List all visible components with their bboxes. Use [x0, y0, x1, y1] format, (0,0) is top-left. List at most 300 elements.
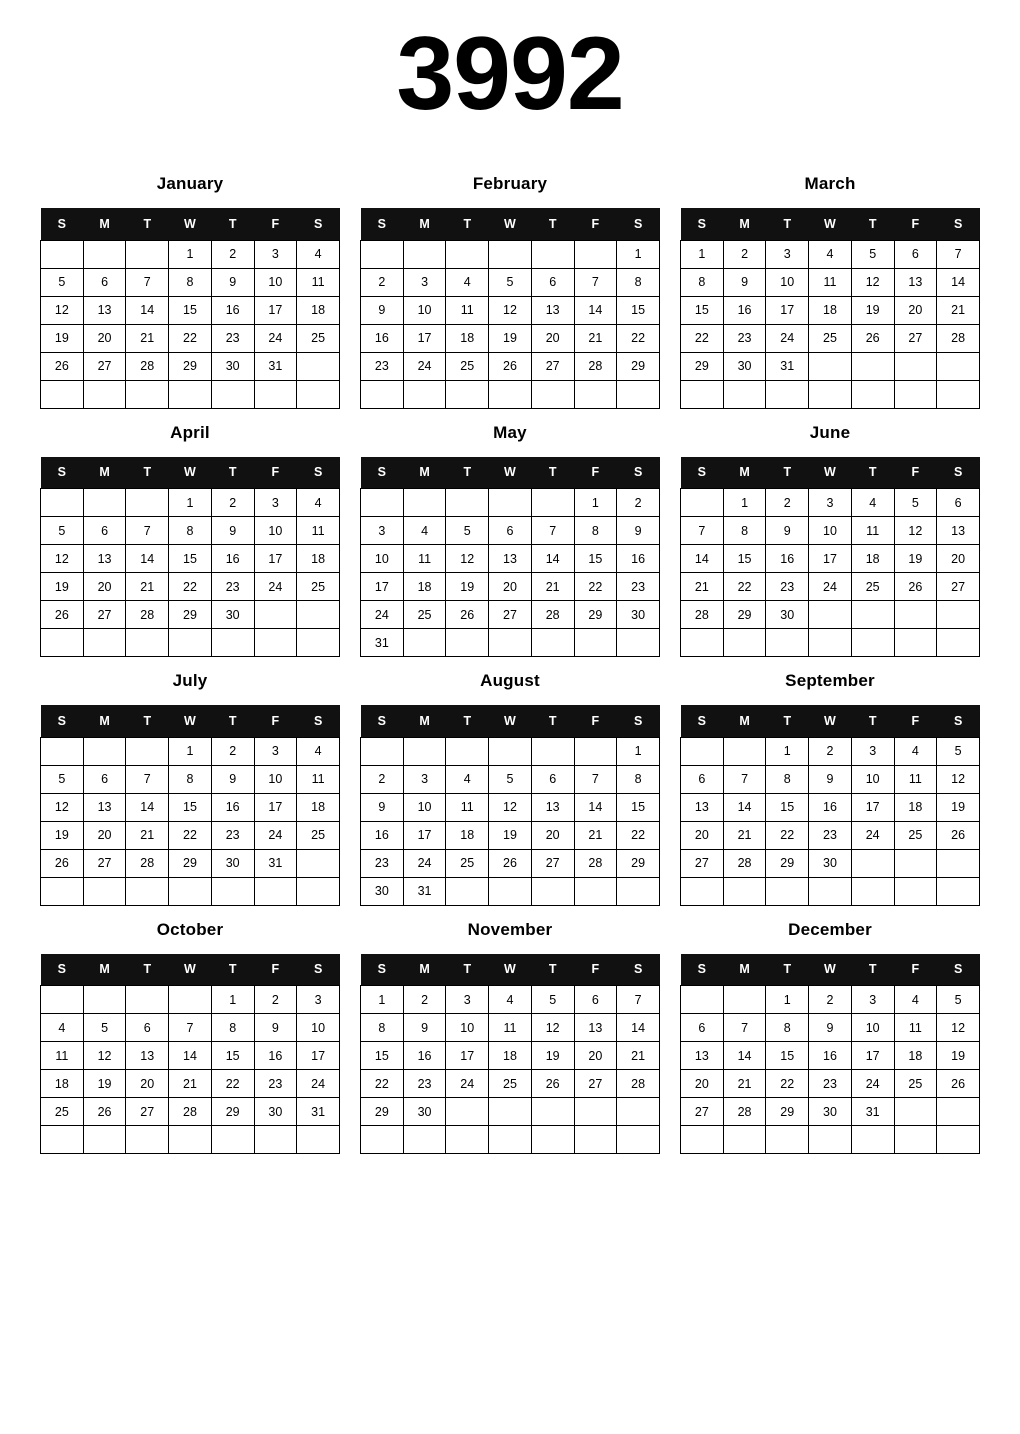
day-cell[interactable]: 25: [851, 573, 894, 601]
day-cell[interactable]: 10: [809, 517, 852, 545]
day-cell[interactable]: 30: [617, 601, 660, 629]
day-cell[interactable]: 4: [851, 489, 894, 517]
day-cell[interactable]: 9: [403, 1014, 446, 1042]
day-cell[interactable]: 20: [531, 324, 574, 352]
day-cell[interactable]: 17: [297, 1042, 340, 1070]
day-cell[interactable]: 12: [894, 517, 937, 545]
day-cell[interactable]: 3: [446, 986, 489, 1014]
day-cell[interactable]: 13: [83, 793, 126, 821]
day-cell[interactable]: 15: [574, 545, 617, 573]
day-cell[interactable]: 18: [41, 1070, 84, 1098]
day-cell[interactable]: 4: [894, 737, 937, 765]
day-cell[interactable]: 6: [489, 517, 532, 545]
day-cell[interactable]: 25: [41, 1098, 84, 1126]
day-cell[interactable]: 31: [254, 352, 297, 380]
day-cell[interactable]: 10: [403, 793, 446, 821]
day-cell[interactable]: 9: [766, 517, 809, 545]
day-cell[interactable]: 20: [489, 573, 532, 601]
day-cell[interactable]: 13: [574, 1014, 617, 1042]
day-cell[interactable]: 27: [681, 1098, 724, 1126]
day-cell[interactable]: 16: [211, 296, 254, 324]
day-cell[interactable]: 23: [211, 573, 254, 601]
day-cell[interactable]: 29: [574, 601, 617, 629]
day-cell[interactable]: 17: [254, 793, 297, 821]
day-cell[interactable]: 2: [254, 986, 297, 1014]
day-cell[interactable]: 17: [361, 573, 404, 601]
day-cell[interactable]: 30: [211, 849, 254, 877]
day-cell[interactable]: 19: [851, 296, 894, 324]
day-cell[interactable]: 8: [681, 268, 724, 296]
day-cell[interactable]: 8: [169, 517, 212, 545]
day-cell[interactable]: 15: [211, 1042, 254, 1070]
day-cell[interactable]: 15: [169, 545, 212, 573]
day-cell[interactable]: 10: [297, 1014, 340, 1042]
day-cell[interactable]: 2: [211, 240, 254, 268]
day-cell[interactable]: 5: [489, 268, 532, 296]
day-cell[interactable]: 26: [41, 849, 84, 877]
day-cell[interactable]: 16: [211, 793, 254, 821]
day-cell[interactable]: 1: [617, 737, 660, 765]
day-cell[interactable]: 19: [41, 821, 84, 849]
day-cell[interactable]: 4: [446, 268, 489, 296]
day-cell[interactable]: 26: [41, 352, 84, 380]
day-cell[interactable]: 19: [937, 1042, 980, 1070]
day-cell[interactable]: 13: [681, 1042, 724, 1070]
day-cell[interactable]: 25: [403, 601, 446, 629]
day-cell[interactable]: 16: [809, 1042, 852, 1070]
day-cell[interactable]: 24: [851, 1070, 894, 1098]
day-cell[interactable]: 4: [297, 737, 340, 765]
day-cell[interactable]: 29: [169, 352, 212, 380]
day-cell[interactable]: 11: [403, 545, 446, 573]
day-cell[interactable]: 8: [169, 765, 212, 793]
day-cell[interactable]: 21: [126, 573, 169, 601]
day-cell[interactable]: 2: [211, 737, 254, 765]
day-cell[interactable]: 7: [126, 268, 169, 296]
day-cell[interactable]: 11: [446, 296, 489, 324]
day-cell[interactable]: 29: [766, 1098, 809, 1126]
day-cell[interactable]: 4: [297, 240, 340, 268]
day-cell[interactable]: 9: [211, 765, 254, 793]
day-cell[interactable]: 7: [126, 517, 169, 545]
day-cell[interactable]: 24: [254, 324, 297, 352]
day-cell[interactable]: 23: [403, 1070, 446, 1098]
day-cell[interactable]: 30: [211, 601, 254, 629]
day-cell[interactable]: 17: [403, 324, 446, 352]
day-cell[interactable]: 26: [531, 1070, 574, 1098]
day-cell[interactable]: 28: [574, 849, 617, 877]
day-cell[interactable]: 25: [489, 1070, 532, 1098]
day-cell[interactable]: 12: [937, 1014, 980, 1042]
day-cell[interactable]: 26: [489, 849, 532, 877]
day-cell[interactable]: 27: [83, 601, 126, 629]
day-cell[interactable]: 25: [809, 324, 852, 352]
day-cell[interactable]: 29: [723, 601, 766, 629]
day-cell[interactable]: 8: [361, 1014, 404, 1042]
day-cell[interactable]: 4: [489, 986, 532, 1014]
day-cell[interactable]: 14: [169, 1042, 212, 1070]
day-cell[interactable]: 12: [83, 1042, 126, 1070]
day-cell[interactable]: 26: [489, 352, 532, 380]
day-cell[interactable]: 15: [766, 1042, 809, 1070]
day-cell[interactable]: 24: [446, 1070, 489, 1098]
day-cell[interactable]: 22: [681, 324, 724, 352]
day-cell[interactable]: 14: [723, 793, 766, 821]
day-cell[interactable]: 18: [297, 296, 340, 324]
day-cell[interactable]: 2: [809, 986, 852, 1014]
day-cell[interactable]: 10: [254, 765, 297, 793]
day-cell[interactable]: 22: [361, 1070, 404, 1098]
day-cell[interactable]: 30: [766, 601, 809, 629]
day-cell[interactable]: 9: [254, 1014, 297, 1042]
day-cell[interactable]: 18: [446, 324, 489, 352]
day-cell[interactable]: 7: [169, 1014, 212, 1042]
day-cell[interactable]: 5: [894, 489, 937, 517]
day-cell[interactable]: 3: [851, 986, 894, 1014]
day-cell[interactable]: 6: [83, 765, 126, 793]
day-cell[interactable]: 20: [83, 573, 126, 601]
day-cell[interactable]: 11: [41, 1042, 84, 1070]
day-cell[interactable]: 16: [361, 821, 404, 849]
day-cell[interactable]: 1: [169, 240, 212, 268]
day-cell[interactable]: 3: [766, 240, 809, 268]
day-cell[interactable]: 18: [489, 1042, 532, 1070]
day-cell[interactable]: 18: [446, 821, 489, 849]
day-cell[interactable]: 30: [403, 1098, 446, 1126]
day-cell[interactable]: 21: [531, 573, 574, 601]
day-cell[interactable]: 22: [723, 573, 766, 601]
day-cell[interactable]: 15: [169, 296, 212, 324]
day-cell[interactable]: 10: [766, 268, 809, 296]
day-cell[interactable]: 13: [489, 545, 532, 573]
day-cell[interactable]: 1: [681, 240, 724, 268]
day-cell[interactable]: 29: [169, 849, 212, 877]
day-cell[interactable]: 24: [403, 849, 446, 877]
day-cell[interactable]: 18: [297, 545, 340, 573]
day-cell[interactable]: 10: [851, 765, 894, 793]
day-cell[interactable]: 11: [809, 268, 852, 296]
day-cell[interactable]: 5: [446, 517, 489, 545]
day-cell[interactable]: 22: [574, 573, 617, 601]
day-cell[interactable]: 20: [83, 821, 126, 849]
day-cell[interactable]: 14: [574, 793, 617, 821]
day-cell[interactable]: 25: [297, 821, 340, 849]
day-cell[interactable]: 27: [83, 352, 126, 380]
day-cell[interactable]: 20: [681, 821, 724, 849]
day-cell[interactable]: 29: [617, 849, 660, 877]
day-cell[interactable]: 18: [894, 1042, 937, 1070]
day-cell[interactable]: 21: [937, 296, 980, 324]
day-cell[interactable]: 11: [297, 517, 340, 545]
day-cell[interactable]: 18: [809, 296, 852, 324]
day-cell[interactable]: 21: [723, 1070, 766, 1098]
day-cell[interactable]: 23: [211, 821, 254, 849]
day-cell[interactable]: 11: [297, 268, 340, 296]
day-cell[interactable]: 10: [254, 517, 297, 545]
day-cell[interactable]: 11: [297, 765, 340, 793]
day-cell[interactable]: 5: [41, 268, 84, 296]
day-cell[interactable]: 31: [403, 877, 446, 905]
day-cell[interactable]: 3: [403, 268, 446, 296]
day-cell[interactable]: 28: [574, 352, 617, 380]
day-cell[interactable]: 8: [211, 1014, 254, 1042]
day-cell[interactable]: 25: [446, 352, 489, 380]
day-cell[interactable]: 7: [723, 765, 766, 793]
day-cell[interactable]: 11: [894, 765, 937, 793]
day-cell[interactable]: 15: [681, 296, 724, 324]
day-cell[interactable]: 6: [574, 986, 617, 1014]
day-cell[interactable]: 22: [211, 1070, 254, 1098]
day-cell[interactable]: 31: [361, 629, 404, 657]
day-cell[interactable]: 22: [766, 821, 809, 849]
day-cell[interactable]: 1: [169, 489, 212, 517]
day-cell[interactable]: 12: [489, 793, 532, 821]
day-cell[interactable]: 17: [766, 296, 809, 324]
day-cell[interactable]: 24: [361, 601, 404, 629]
day-cell[interactable]: 9: [361, 793, 404, 821]
day-cell[interactable]: 17: [446, 1042, 489, 1070]
day-cell[interactable]: 16: [723, 296, 766, 324]
day-cell[interactable]: 23: [617, 573, 660, 601]
day-cell[interactable]: 31: [766, 352, 809, 380]
day-cell[interactable]: 20: [681, 1070, 724, 1098]
day-cell[interactable]: 12: [446, 545, 489, 573]
day-cell[interactable]: 29: [361, 1098, 404, 1126]
day-cell[interactable]: 6: [83, 517, 126, 545]
day-cell[interactable]: 16: [403, 1042, 446, 1070]
day-cell[interactable]: 16: [809, 793, 852, 821]
day-cell[interactable]: 1: [617, 240, 660, 268]
day-cell[interactable]: 6: [937, 489, 980, 517]
day-cell[interactable]: 9: [809, 1014, 852, 1042]
day-cell[interactable]: 5: [489, 765, 532, 793]
day-cell[interactable]: 7: [574, 268, 617, 296]
day-cell[interactable]: 2: [361, 765, 404, 793]
day-cell[interactable]: 4: [41, 1014, 84, 1042]
day-cell[interactable]: 3: [254, 737, 297, 765]
day-cell[interactable]: 26: [41, 601, 84, 629]
day-cell[interactable]: 3: [297, 986, 340, 1014]
day-cell[interactable]: 14: [723, 1042, 766, 1070]
day-cell[interactable]: 29: [681, 352, 724, 380]
day-cell[interactable]: 2: [361, 268, 404, 296]
day-cell[interactable]: 7: [723, 1014, 766, 1042]
day-cell[interactable]: 20: [937, 545, 980, 573]
day-cell[interactable]: 21: [617, 1042, 660, 1070]
day-cell[interactable]: 21: [169, 1070, 212, 1098]
day-cell[interactable]: 1: [723, 489, 766, 517]
day-cell[interactable]: 9: [211, 268, 254, 296]
day-cell[interactable]: 23: [809, 821, 852, 849]
day-cell[interactable]: 26: [446, 601, 489, 629]
day-cell[interactable]: 17: [254, 296, 297, 324]
day-cell[interactable]: 17: [851, 1042, 894, 1070]
day-cell[interactable]: 16: [361, 324, 404, 352]
day-cell[interactable]: 6: [126, 1014, 169, 1042]
day-cell[interactable]: 27: [531, 352, 574, 380]
day-cell[interactable]: 28: [126, 849, 169, 877]
day-cell[interactable]: 19: [531, 1042, 574, 1070]
day-cell[interactable]: 10: [361, 545, 404, 573]
day-cell[interactable]: 16: [617, 545, 660, 573]
day-cell[interactable]: 29: [211, 1098, 254, 1126]
day-cell[interactable]: 5: [531, 986, 574, 1014]
day-cell[interactable]: 12: [41, 545, 84, 573]
day-cell[interactable]: 23: [361, 352, 404, 380]
day-cell[interactable]: 28: [723, 849, 766, 877]
day-cell[interactable]: 1: [574, 489, 617, 517]
day-cell[interactable]: 8: [169, 268, 212, 296]
day-cell[interactable]: 4: [809, 240, 852, 268]
day-cell[interactable]: 4: [403, 517, 446, 545]
day-cell[interactable]: 5: [851, 240, 894, 268]
day-cell[interactable]: 24: [297, 1070, 340, 1098]
day-cell[interactable]: 27: [574, 1070, 617, 1098]
day-cell[interactable]: 12: [41, 793, 84, 821]
day-cell[interactable]: 30: [723, 352, 766, 380]
day-cell[interactable]: 24: [254, 821, 297, 849]
day-cell[interactable]: 19: [937, 793, 980, 821]
day-cell[interactable]: 14: [126, 296, 169, 324]
day-cell[interactable]: 26: [894, 573, 937, 601]
day-cell[interactable]: 20: [126, 1070, 169, 1098]
day-cell[interactable]: 14: [126, 545, 169, 573]
day-cell[interactable]: 2: [766, 489, 809, 517]
day-cell[interactable]: 2: [809, 737, 852, 765]
day-cell[interactable]: 5: [41, 765, 84, 793]
day-cell[interactable]: 21: [574, 821, 617, 849]
day-cell[interactable]: 12: [41, 296, 84, 324]
day-cell[interactable]: 25: [297, 573, 340, 601]
day-cell[interactable]: 25: [446, 849, 489, 877]
day-cell[interactable]: 25: [297, 324, 340, 352]
day-cell[interactable]: 31: [254, 849, 297, 877]
day-cell[interactable]: 9: [809, 765, 852, 793]
day-cell[interactable]: 26: [83, 1098, 126, 1126]
day-cell[interactable]: 6: [681, 1014, 724, 1042]
day-cell[interactable]: 30: [211, 352, 254, 380]
day-cell[interactable]: 15: [361, 1042, 404, 1070]
day-cell[interactable]: 22: [617, 821, 660, 849]
day-cell[interactable]: 8: [766, 765, 809, 793]
day-cell[interactable]: 7: [574, 765, 617, 793]
day-cell[interactable]: 27: [126, 1098, 169, 1126]
day-cell[interactable]: 27: [531, 849, 574, 877]
day-cell[interactable]: 14: [574, 296, 617, 324]
day-cell[interactable]: 23: [361, 849, 404, 877]
day-cell[interactable]: 28: [126, 601, 169, 629]
day-cell[interactable]: 21: [126, 821, 169, 849]
day-cell[interactable]: 9: [723, 268, 766, 296]
day-cell[interactable]: 7: [937, 240, 980, 268]
day-cell[interactable]: 17: [254, 545, 297, 573]
day-cell[interactable]: 6: [531, 268, 574, 296]
day-cell[interactable]: 29: [766, 849, 809, 877]
day-cell[interactable]: 13: [937, 517, 980, 545]
day-cell[interactable]: 22: [169, 573, 212, 601]
day-cell[interactable]: 30: [254, 1098, 297, 1126]
day-cell[interactable]: 6: [894, 240, 937, 268]
day-cell[interactable]: 8: [617, 268, 660, 296]
day-cell[interactable]: 19: [83, 1070, 126, 1098]
day-cell[interactable]: 3: [851, 737, 894, 765]
day-cell[interactable]: 17: [809, 545, 852, 573]
day-cell[interactable]: 19: [489, 324, 532, 352]
day-cell[interactable]: 23: [723, 324, 766, 352]
day-cell[interactable]: 14: [126, 793, 169, 821]
day-cell[interactable]: 8: [574, 517, 617, 545]
day-cell[interactable]: 13: [83, 296, 126, 324]
day-cell[interactable]: 10: [254, 268, 297, 296]
day-cell[interactable]: 3: [809, 489, 852, 517]
day-cell[interactable]: 24: [851, 821, 894, 849]
day-cell[interactable]: 8: [723, 517, 766, 545]
day-cell[interactable]: 20: [531, 821, 574, 849]
day-cell[interactable]: 28: [681, 601, 724, 629]
day-cell[interactable]: 28: [937, 324, 980, 352]
day-cell[interactable]: 28: [126, 352, 169, 380]
day-cell[interactable]: 3: [361, 517, 404, 545]
day-cell[interactable]: 4: [446, 765, 489, 793]
day-cell[interactable]: 16: [766, 545, 809, 573]
day-cell[interactable]: 3: [254, 240, 297, 268]
day-cell[interactable]: 6: [83, 268, 126, 296]
day-cell[interactable]: 6: [681, 765, 724, 793]
day-cell[interactable]: 11: [489, 1014, 532, 1042]
day-cell[interactable]: 23: [211, 324, 254, 352]
day-cell[interactable]: 15: [617, 296, 660, 324]
day-cell[interactable]: 9: [361, 296, 404, 324]
day-cell[interactable]: 5: [937, 737, 980, 765]
day-cell[interactable]: 28: [617, 1070, 660, 1098]
day-cell[interactable]: 18: [851, 545, 894, 573]
day-cell[interactable]: 30: [809, 1098, 852, 1126]
day-cell[interactable]: 25: [894, 1070, 937, 1098]
day-cell[interactable]: 31: [297, 1098, 340, 1126]
day-cell[interactable]: 29: [169, 601, 212, 629]
day-cell[interactable]: 27: [894, 324, 937, 352]
day-cell[interactable]: 19: [41, 573, 84, 601]
day-cell[interactable]: 12: [531, 1014, 574, 1042]
day-cell[interactable]: 7: [681, 517, 724, 545]
day-cell[interactable]: 31: [851, 1098, 894, 1126]
day-cell[interactable]: 12: [489, 296, 532, 324]
day-cell[interactable]: 21: [126, 324, 169, 352]
day-cell[interactable]: 21: [574, 324, 617, 352]
day-cell[interactable]: 17: [851, 793, 894, 821]
day-cell[interactable]: 23: [809, 1070, 852, 1098]
day-cell[interactable]: 19: [894, 545, 937, 573]
day-cell[interactable]: 27: [83, 849, 126, 877]
day-cell[interactable]: 14: [681, 545, 724, 573]
day-cell[interactable]: 4: [894, 986, 937, 1014]
day-cell[interactable]: 11: [851, 517, 894, 545]
day-cell[interactable]: 26: [851, 324, 894, 352]
day-cell[interactable]: 4: [297, 489, 340, 517]
day-cell[interactable]: 15: [723, 545, 766, 573]
day-cell[interactable]: 15: [766, 793, 809, 821]
day-cell[interactable]: 10: [446, 1014, 489, 1042]
day-cell[interactable]: 14: [937, 268, 980, 296]
day-cell[interactable]: 18: [894, 793, 937, 821]
day-cell[interactable]: 15: [617, 793, 660, 821]
day-cell[interactable]: 10: [851, 1014, 894, 1042]
day-cell[interactable]: 6: [531, 765, 574, 793]
day-cell[interactable]: 27: [489, 601, 532, 629]
day-cell[interactable]: 1: [169, 737, 212, 765]
day-cell[interactable]: 14: [531, 545, 574, 573]
day-cell[interactable]: 10: [403, 296, 446, 324]
